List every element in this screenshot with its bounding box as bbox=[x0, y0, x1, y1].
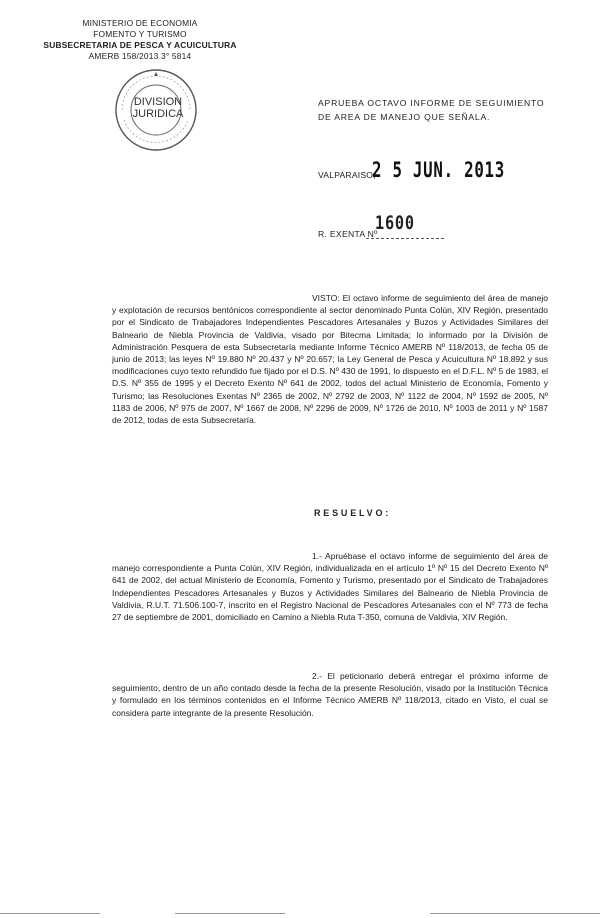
header-line-subsecretaria: SUBSECRETARIA DE PESCA Y ACUICULTURA bbox=[43, 40, 237, 50]
header-line-ministerio: MINISTERIO DE ECONOMIA bbox=[82, 18, 198, 28]
document-title: APRUEBA OCTAVO INFORME DE SEGUIMIENTO DE AREA DE MANEJO QUE SEÑALA. bbox=[318, 98, 545, 122]
resolution-number: 1600 bbox=[375, 212, 415, 234]
resolution-number-line bbox=[366, 238, 444, 239]
stamp-inner-text bbox=[130, 96, 186, 120]
resuelvo-heading: RESUELVO: bbox=[314, 508, 392, 518]
resolution-item-2: 2.- El peticionario deberá entregar el próximo informe de seguimiento, dentro de un año contado desde la fecha de la presente Resolución, visado por la Institución Técnica y formulado en los términos contenidos en el Informe Técnico AMERB Nº 118/2013, citado en Visto, el cual se considera parte integrante de la presente Resolución. bbox=[112, 671, 548, 718]
header-line-fomento: FOMENTO Y TURISMO bbox=[93, 29, 187, 39]
visto-paragraph: VISTO: El octavo informe de seguimiento del área de manejo y explotación de recursos bentónicos correspondiente al sector denominado Punta Colún, XIV Región, presentado por el Sindicato de Trabajadores Independientes Pescadores Artesanales y Buzos y Actividades Similares del Balneario de Niebla Provincia de Valdivia, visado por Bitecma Limitada; lo informado por la División de Administración Pesquera de esta Subsecretaría mediante Informe Técnico AMERB Nº 118/2013, de fecha 05 de junio de 2013; las leyes Nº 19.880 Nº 20.437 y Nº 20.657; la Ley General de Pesca y Acuicultura Nº 18.892 y sus modificaciones cuyo texto refundido fue fijado por el D.S. Nº 430 de 1991, lo dispuesto en el D.F.L. Nº 5 de 1983, el D.S. Nº 355 de 1995 y el Decreto Exento Nº 641 de 2002, todos del actual Ministerio de Economía, Fomento y Turismo; las Resoluciones Exentas Nº 2365 de 2002, Nº 2792 de 2003, Nº 1122 de 2004, Nº 1592 de 2005, Nº 1183 de 2006, Nº 975 de 2007, Nº 1667 de 2008, Nº 2296 de 2009, Nº 1726 de 2010, Nº 1003 de 2011 y Nº 1587 de 2012, todas de esta Subsecretaría. bbox=[112, 293, 548, 426]
header-line-amerb: AMERB 158/2013 3° 5814 bbox=[88, 51, 192, 61]
place-label: VALPARAISO, bbox=[318, 170, 376, 180]
header-ministry bbox=[40, 18, 240, 62]
footer-rule bbox=[0, 910, 600, 918]
resolution-item-1: 1.- Apruébase el octavo informe de seguimiento del área de manejo correspondiente a Punta Colún, XIV Región, individualizada en el artículo 1º Nº 15 del Decreto Exento Nº 641 de 2002, del actual Ministerio de Economía, Fomento y Turismo, presentado por el Sindicato de Trabajadores Independientes Pescadores Artesanales y Buzos y Actividades Similares del Balneario de Niebla Provincia de Valdivia, R.U.T. 71.506.100-7, inscrito en el Registro Nacional de Pescadores Artesanales con el Nº 773 de fecha 27 de septiembre de 2001, domiciliado en Camino a Niebla Ruta T-350, comuna de Valdivia, XIV Región. bbox=[112, 551, 548, 623]
stamp-division: DIVISION bbox=[133, 96, 183, 108]
date-stamp: 2 5 JUN. 2013 bbox=[372, 158, 506, 182]
resolution-label: R. EXENTA Nº bbox=[318, 229, 378, 239]
stamp-juridica: JURIDICA bbox=[132, 108, 184, 120]
